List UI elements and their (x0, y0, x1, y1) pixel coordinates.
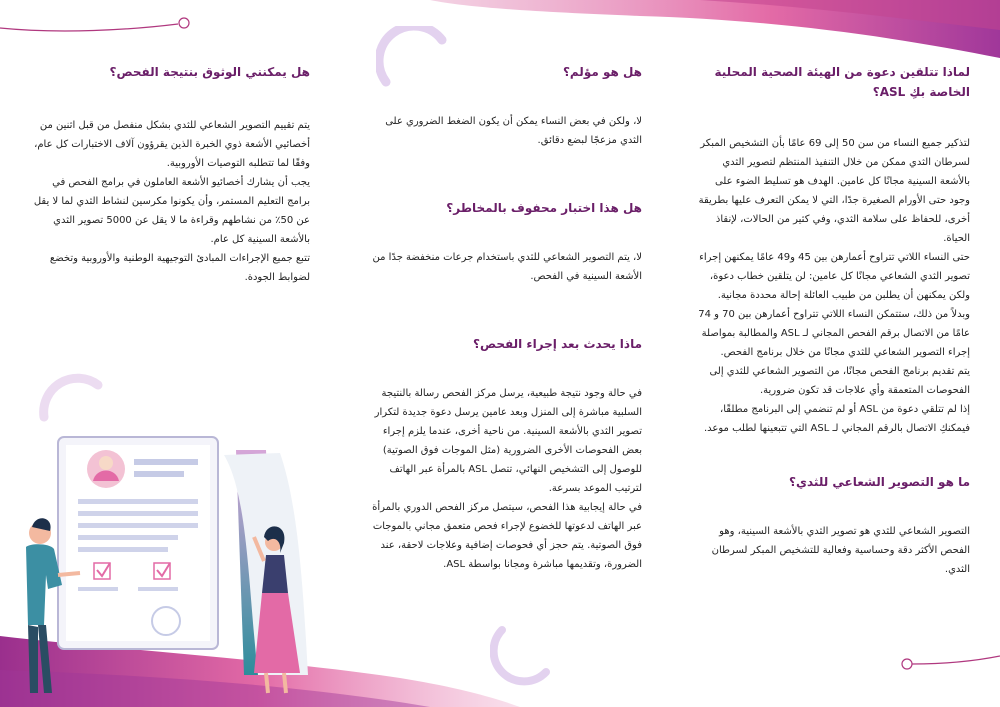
avatar (87, 450, 125, 488)
question-heading-mammography: ما هو التصوير الشعاعي للثدي؟ (789, 475, 970, 489)
answer-painful: لا، ولكن في بعض النساء يمكن أن يكون الضغط الضروري على الثدي مزعجًا لبضع دقائق. (385, 116, 642, 146)
answer-invitation: لتذكير جميع النساء من سن 50 إلى 69 عامًا بأن التشخيص المبكر لسرطان الثدي ممكن من خلال التنفيذ المنتظم لتصوير الثدي بالأشعة السينية مجانًا كل عامين. الهدف هو تسليط الضوء على وجود حتى الأورام الصغيرة جدًا، التي لا يمكن التعرف عليها بطريقة أخرى، للحفاظ على سلامة الثدي، وفي كثير من الحالات، لإنقاذ الحياة. حتى النساء اللاتي تتراوح أعمارهن بين 45 و49 عامًا يمكنهن إجراء تصوير الثدي الشعاعي مجانًا كل عامين: لن يتلقين خطاب دعوة، ولكن يمكنهن أن يطلبن من طبيب العائلة إحالة محددة مجانية. وبدلاً من ذلك، ستتمكن النساء اللاتي تتراوح أعمارهن بين 70 و 74 عامًا من الاتصال برقم الفحص المجاني لـ ASL والمطالبة بمواصلة إجراء التصوير الشعاعي للثدي مجانًا من خلال برنامج الفحص. يتم تقديم برنامج الفحص مجانًا، من التصوير الشعاعي للثدي إلى الفحوصات المتعمقة وأي علاجات قد تكون ضرورية. إذا لم تتلقي دعوة من ASL أو لم تنضمي إلى البرنامج مطلقًا، فيمكنكِ الاتصال بالرقم المجاني لـ ASL التي تتبعينها لطلب موعد. (698, 138, 970, 434)
question-heading-risky: هل هذا اختبار محفوف بالمخاطر؟ (446, 201, 642, 215)
answer-risky: لا، يتم التصوير الشعاعي للثدي باستخدام جرعات منخفضة جدًا من الأشعة السينية في الفحص. (372, 252, 642, 282)
question-heading-invitation: لماذا تتلقين دعوة من الهيئة الصحية المحلية الخاصة بكِ ASL؟ (714, 65, 970, 99)
arc-decoration-left (30, 355, 110, 435)
top-line-decoration (0, 14, 200, 36)
answer-trust-result: يتم تقييم التصوير الشعاعي للثدي بشكل منفصل من قبل اثنين من أخصائيي الأشعة ذوي الخبرة الذين يقرؤون آلاف الاختبارات كل عام، وفقًا لما تتطلبه التوصيات الأوروبية. يجب أن يشارك أخصائيو الأشعة العاملون في برامج الفحص في برامج التعليم المستمر، وأن يكونوا مكرسين لنشاط الثدي لما لا يقل عن 50٪ من نشاطهم وقراءة ما لا يقل عن 5000 تصوير الثدي بالأشعة السينية كل عام. تتبع جميع الإجراءات المبادئ التوجيهية الوطنية والأوروبية وتخضع لضوابط الجودة. (33, 120, 310, 283)
bottom-line-decoration (895, 652, 1000, 676)
column-middle (362, 62, 642, 574)
column-right (698, 62, 970, 579)
answer-mammography: التصوير الشعاعي للثدي هو تصوير الثدي بالأشعة السينية، وهو الفحص الأكثر دقة وحساسية وفعالية للتشخيص المبكر لسرطان الثدي. (711, 526, 970, 575)
arc-decoration-bottom (490, 620, 560, 690)
bottom-wave-decoration (0, 600, 520, 707)
question-heading-painful: هل هو مؤلم؟ (562, 65, 642, 79)
question-heading-after-exam: ماذا يحدث بعد إجراء الفحص؟ (473, 337, 642, 351)
medical-report-illustration (18, 425, 348, 700)
column-left (28, 62, 310, 287)
answer-after-exam: في حالة وجود نتيجة طبيعية، يرسل مركز الفحص رسالة بالنتيجة السلبية مباشرة إلى المنزل وبعد عامين يرسل دعوة جديدة لتكرار تصوير الثدي بالأشعة السينية. من ناحية أخرى، عندما يلزم إجراء بعض الفحوصات الأخرى الضرورية (مثل الموجات فوق الصوتية) للوصول إلى التشخيص النهائي، تتصل ASL بالمرأة عبر الهاتف لترتيب الموعد بسرعة. في حالة إيجابية هذا الفحص، سيتصل مركز الفحص الدوري بالمرأة عبر الهاتف لدعوتها للخضوع لإجراء فحص متعمق مجاني بالموجات فوق الصوتية. يتم حجز أي فحوصات إضافية وعلاجات لاحقة، عند الضرورة، وتقديمها مباشرة ومجانا بواسطة ASL. (372, 388, 642, 570)
question-heading-trust-result: هل يمكنني الوثوق بنتيجة الفحص؟ (109, 65, 310, 79)
